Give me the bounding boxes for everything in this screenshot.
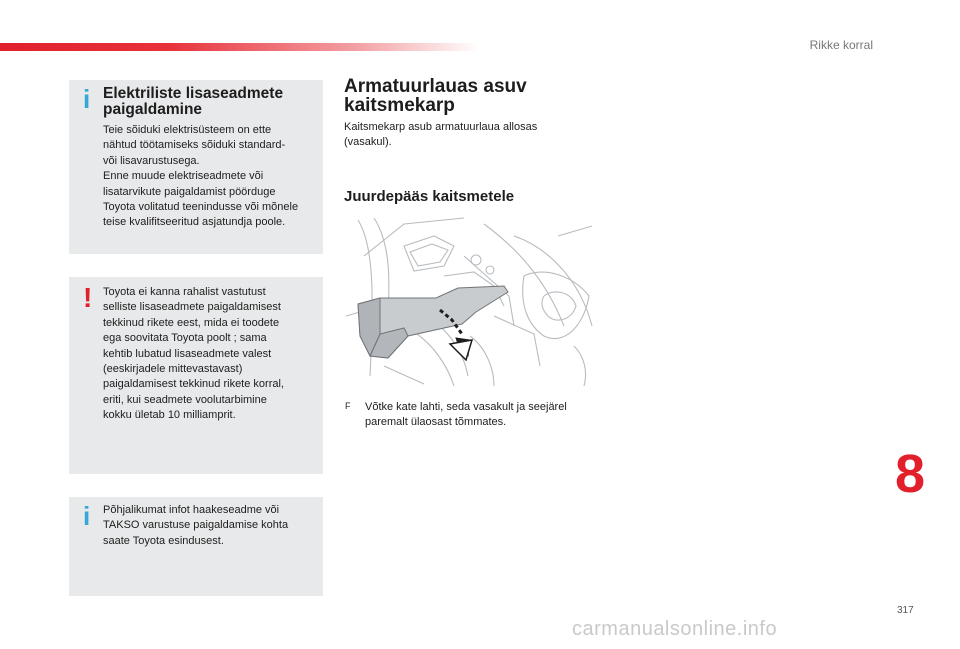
warning-box [69, 277, 323, 474]
header-accent-bar [0, 43, 480, 51]
bullet-mark: F [345, 401, 351, 411]
info-box-text: Teie sõiduki elektrisüsteem on ette nähtud töötamiseks sõiduki standard- või lisavarustusega. Enne muude elektriseadmete või lisatarvikute paigaldamist pöörduge Toyota volitatud teenindusse või mõnele teise kvalifitseeritud asjatundja poole. [103, 124, 299, 229]
page-number: 317 [897, 605, 914, 616]
warning-box-text: Toyota ei kanna rahalist vastutust selliste lisaseadmete paigaldamisest tekkinud rikete eest, mida ei toodete ega soovitata Toyota poolt ; sama kehtib lubatud lisaseadmete valest (eeskirjadele mittevastavast) paigaldamisest tekkinud rikete korral, eriti, kui seadmete voolutarbimine kokku ületab 10 milliamprit. [103, 286, 284, 422]
watermark: carmanualsonline.info [572, 618, 778, 640]
info-box-2-text: Põhjalikumat infot haakeseadme või TAKSO varustuse paigaldamise kohta saate Toyota esindusest. [103, 504, 289, 547]
section-subheading: Juurdepääs kaitsmetele [344, 188, 515, 205]
instruction-text: Võtke kate lahti, seda vasakult ja seejärel paremalt ülaosast tõmmates. [365, 401, 567, 429]
chapter-title: Rikke korral [809, 38, 873, 52]
info-icon: i [83, 501, 91, 531]
warning-icon: ! [83, 282, 93, 313]
dashboard-fuse-box-illustration [344, 216, 596, 388]
section-intro: Kaitsmekarp asub armatuurlaua allosas (vasakul). [344, 121, 538, 149]
info-icon: i [83, 84, 91, 114]
info-box-accessories [69, 80, 323, 254]
chapter-tab [880, 444, 940, 504]
info-box-towbar [69, 497, 323, 596]
info-box-heading: Elektriliste lisaseadmete paigaldamine [103, 85, 284, 118]
section-heading: Armatuurlauas asuv kaitsmekarp [344, 76, 527, 116]
chapter-number: 8 [894, 444, 926, 504]
